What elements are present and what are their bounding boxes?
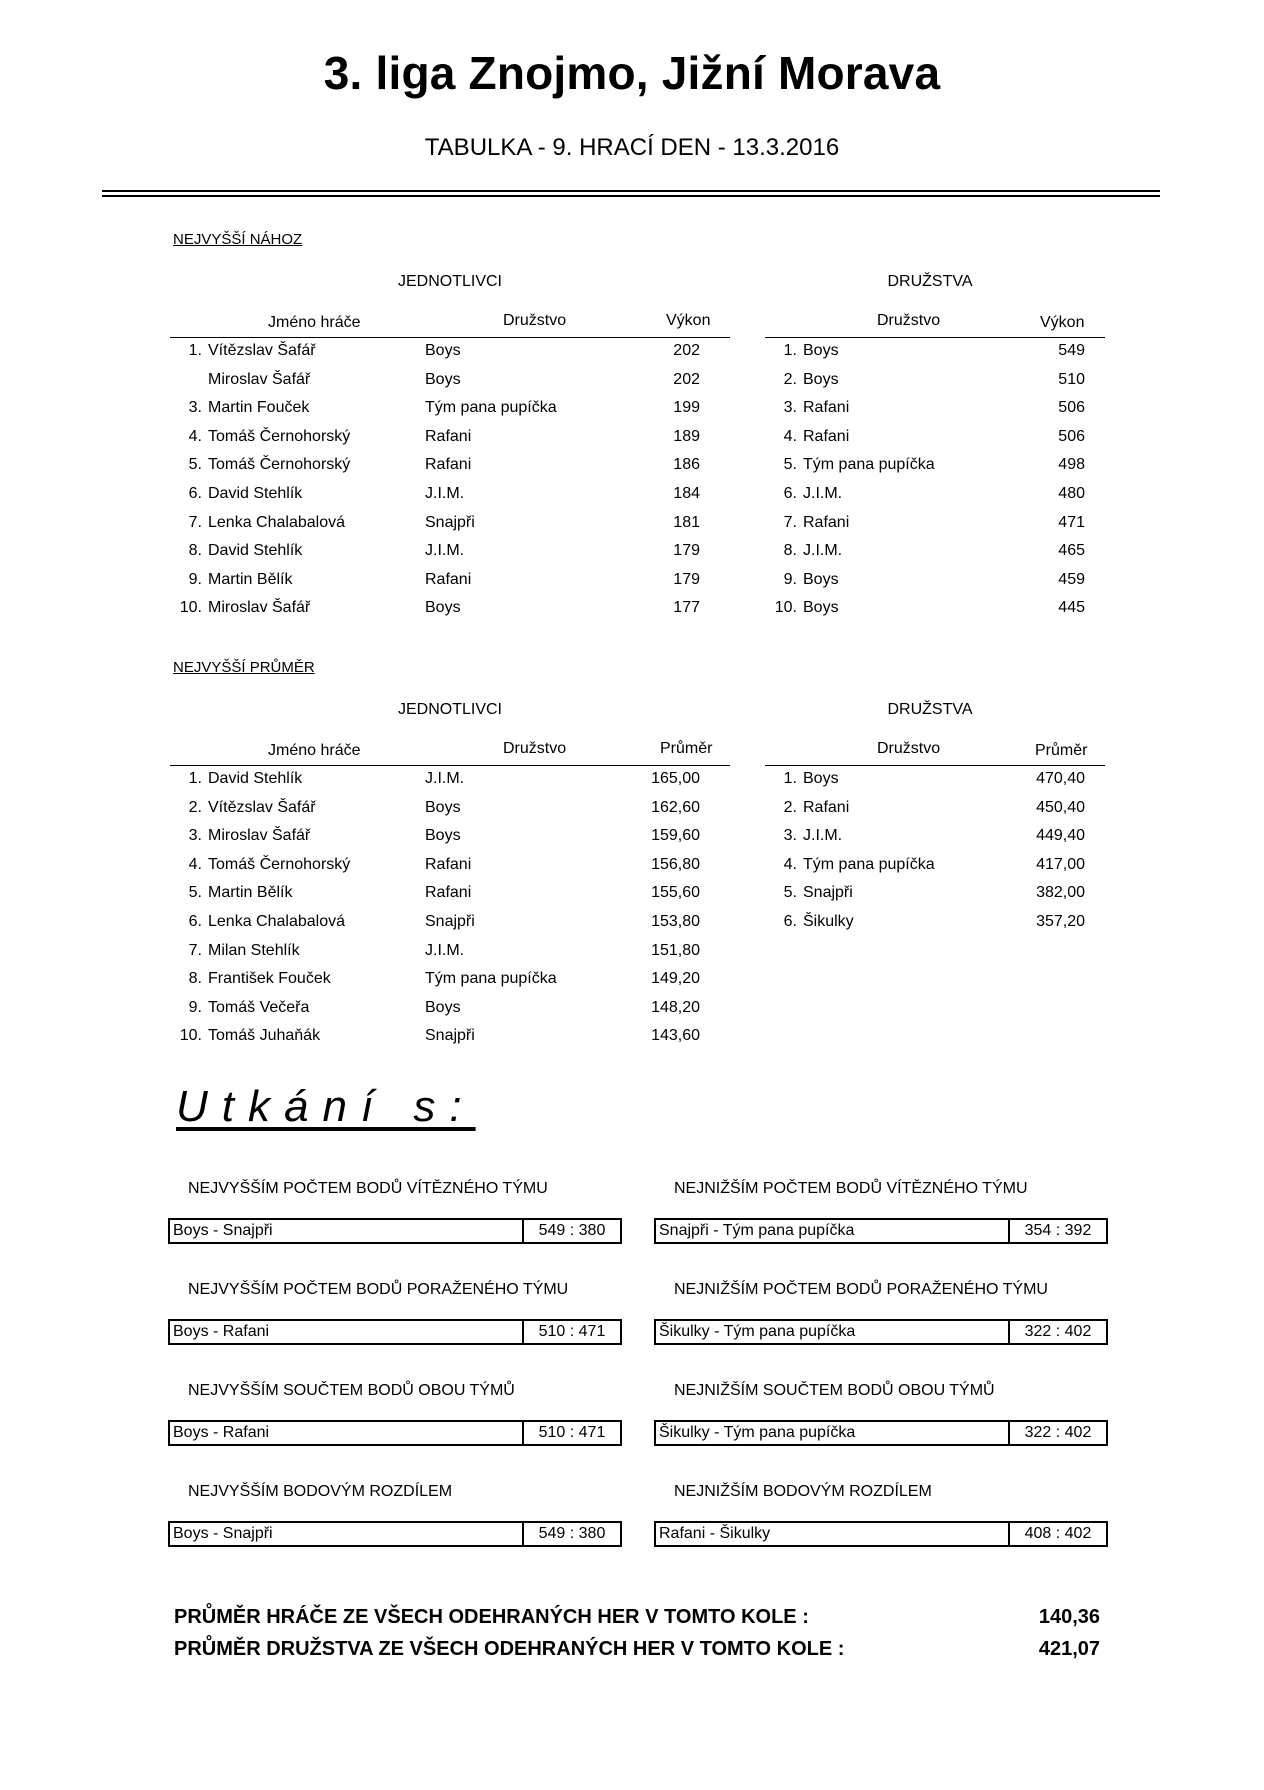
player-name-cell: Lenka Chalabalová	[208, 513, 345, 531]
value-cell: 202	[673, 342, 700, 359]
player-name-cell: Miroslav Šafář	[208, 599, 311, 617]
rank-cell: 9.	[188, 570, 202, 588]
value-cell: 143,60	[651, 1027, 700, 1045]
value-cell: 189	[673, 427, 700, 445]
col-header-team: Družstvo	[877, 312, 941, 329]
team-cell: J.I.M.	[803, 827, 843, 845]
value-cell: 470,40	[1036, 770, 1085, 787]
header-divider	[102, 190, 1160, 192]
team-cell: Šikulky	[803, 913, 854, 930]
col-header-name: Jméno hráče	[268, 314, 361, 331]
rank-cell: 5.	[783, 884, 797, 902]
player-name-cell: David Stehlík	[208, 485, 303, 502]
record-score: 322 : 402	[1008, 1319, 1108, 1345]
rank-cell: 3.	[188, 827, 202, 845]
team-cell: Rafani	[803, 513, 850, 531]
rank-cell: 1.	[783, 770, 797, 787]
header-divider	[102, 195, 1160, 197]
table-row	[765, 337, 1105, 365]
individuals-label: JEDNOTLIVCI	[397, 701, 502, 718]
col-header-team: Družstvo	[503, 740, 567, 757]
team-cell: Boys	[803, 770, 839, 787]
team-cell: Rafani	[803, 427, 850, 445]
record-teams: Boys - Snajpři	[173, 1222, 273, 1239]
matches-heading: Utkání s:	[176, 1082, 476, 1131]
team-cell: Boys	[803, 570, 839, 588]
table-row	[170, 509, 730, 537]
team-cell: J.I.M.	[425, 941, 465, 959]
value-cell: 382,00	[1036, 884, 1085, 902]
table-row	[765, 566, 1105, 594]
value-cell: 181	[673, 513, 700, 531]
player-name-cell: Tomáš Večeřa	[208, 998, 310, 1016]
rank-cell: 4.	[783, 855, 797, 873]
teams-label: DRUŽSTVA	[887, 701, 973, 718]
teams-table-prumer	[765, 765, 1105, 945]
team-cell: Boys	[425, 827, 461, 845]
table-row	[765, 794, 1105, 822]
team-cell: Boys	[425, 798, 461, 816]
value-cell: 179	[673, 542, 700, 560]
team-cell: Rafani	[425, 456, 472, 474]
player-name-cell: Martin Fouček	[208, 399, 310, 417]
table-row	[170, 851, 730, 879]
rank-cell: 2.	[783, 798, 797, 816]
table-row	[170, 394, 730, 422]
table-row	[765, 765, 1105, 793]
value-cell: 471	[1058, 513, 1085, 531]
value-cell: 510	[1058, 370, 1085, 388]
team-cell: Rafani	[425, 884, 472, 902]
team-cell: Rafani	[803, 798, 850, 816]
teams-table-nahoz	[765, 337, 1105, 627]
player-name-cell: David Stehlík	[208, 770, 303, 787]
record-label: NEJVYŠŠÍM POČTEM BODŮ VÍTĚZNÉHO TÝMU	[188, 1180, 548, 1197]
record-score: 510 : 471	[522, 1319, 622, 1345]
record-teams: Šikulky - Tým pana pupíčka	[659, 1323, 856, 1340]
rank-cell: 5.	[783, 456, 797, 474]
table-row	[765, 537, 1105, 565]
record-score: 510 : 471	[522, 1420, 622, 1446]
table-row	[170, 994, 730, 1022]
table-row	[170, 822, 730, 850]
value-cell: 417,00	[1036, 855, 1085, 873]
value-cell: 151,80	[651, 941, 700, 959]
record-box	[654, 1420, 1108, 1446]
team-cell: Tým pana pupíčka	[425, 970, 557, 988]
team-cell: Boys	[803, 599, 839, 617]
team-average-label: PRŮMĚR DRUŽSTVA ZE VŠECH ODEHRANÝCH HER V TOMTO KOLE :	[174, 1638, 845, 1660]
table-row	[765, 480, 1105, 508]
record-label: NEJVYŠŠÍM POČTEM BODŮ PORAŽENÉHO TÝMU	[188, 1281, 569, 1298]
value-cell: 177	[673, 599, 700, 617]
team-cell: Tým pana pupíčka	[803, 855, 935, 873]
player-name-cell: Vítězslav Šafář	[208, 342, 316, 359]
team-cell: Boys	[803, 370, 839, 388]
table-row	[170, 908, 730, 936]
team-cell: Snajpři	[425, 913, 475, 930]
value-cell: 165,00	[651, 770, 700, 787]
rank-cell: 6.	[188, 913, 202, 930]
value-cell: 480	[1058, 485, 1085, 502]
rank-cell: 3.	[783, 399, 797, 417]
individuals-table-prumer	[170, 765, 730, 1055]
value-cell: 549	[1058, 342, 1085, 359]
table-row	[765, 594, 1105, 622]
rank-cell: 3.	[188, 399, 202, 417]
player-name-cell: František Fouček	[208, 970, 331, 988]
team-average-value: 421,07	[1038, 1638, 1100, 1660]
rank-cell: 6.	[188, 485, 202, 502]
player-name-cell: Tomáš Černohorský	[208, 427, 351, 445]
team-cell: Tým pana pupíčka	[425, 399, 557, 417]
rank-cell: 7.	[783, 513, 797, 531]
rank-cell: 10.	[179, 599, 202, 617]
page-subtitle: TABULKA - 9. HRACÍ DEN - 13.3.2016	[424, 134, 840, 161]
table-row	[170, 1022, 730, 1050]
player-name-cell: Tomáš Černohorský	[208, 855, 351, 873]
table-row	[765, 908, 1105, 936]
record-score: 408 : 402	[1008, 1521, 1108, 1547]
value-cell: 153,80	[651, 913, 700, 930]
record-label: NEJNIŽŠÍM BODOVÝM ROZDÍLEM	[674, 1483, 932, 1500]
record-label: NEJNIŽŠÍM POČTEM BODŮ VÍTĚZNÉHO TÝMU	[674, 1180, 1028, 1197]
record-teams: Šikulky - Tým pana pupíčka	[659, 1424, 856, 1441]
value-cell: 465	[1058, 542, 1085, 560]
record-label: NEJVYŠŠÍM BODOVÝM ROZDÍLEM	[188, 1483, 453, 1500]
col-header-value: Průměr	[660, 740, 713, 757]
record-box	[168, 1420, 622, 1446]
team-cell: Snajpři	[425, 513, 475, 531]
value-cell: 162,60	[651, 798, 700, 816]
value-cell: 179	[673, 570, 700, 588]
team-cell: Boys	[425, 599, 461, 617]
team-cell: Rafani	[425, 570, 472, 588]
rank-cell: 9.	[783, 570, 797, 588]
value-cell: 155,60	[651, 884, 700, 902]
player-name-cell: Miroslav Šafář	[208, 827, 311, 845]
value-cell: 186	[673, 456, 700, 474]
record-teams: Snajpři - Tým pana pupíčka	[659, 1222, 855, 1239]
value-cell: 357,20	[1036, 913, 1085, 930]
team-cell: Snajpři	[803, 884, 853, 902]
record-teams: Boys - Rafani	[173, 1323, 270, 1340]
team-cell: Boys	[425, 342, 461, 359]
player-name-cell: David Stehlík	[208, 542, 303, 560]
player-average-value: 140,36	[1038, 1606, 1100, 1628]
record-box	[168, 1319, 622, 1345]
player-average-label: PRŮMĚR HRÁČE ZE VŠECH ODEHRANÝCH HER V TOMTO KOLE :	[174, 1606, 809, 1628]
player-name-cell: Lenka Chalabalová	[208, 913, 345, 930]
record-score: 549 : 380	[522, 1521, 622, 1547]
section-title-prumer: NEJVYŠŠÍ PRŮMĚR	[173, 659, 315, 676]
table-row	[170, 480, 730, 508]
table-row	[170, 594, 730, 622]
team-cell: J.I.M.	[425, 770, 465, 787]
rank-cell: 2.	[188, 798, 202, 816]
value-cell: 449,40	[1036, 827, 1085, 845]
player-name-cell: Martin Bělík	[208, 884, 293, 902]
value-cell: 450,40	[1036, 798, 1085, 816]
record-score: 354 : 392	[1008, 1218, 1108, 1244]
table-row	[170, 337, 730, 365]
table-row	[765, 879, 1105, 907]
teams-label: DRUŽSTVA	[887, 273, 973, 290]
table-row	[170, 566, 730, 594]
rank-cell: 6.	[783, 913, 797, 930]
record-box	[168, 1218, 622, 1244]
player-name-cell: Milan Stehlík	[208, 941, 300, 959]
table-row	[170, 366, 730, 394]
record-label: NEJVYŠŠÍM SOUČTEM BODŮ OBOU TÝMŮ	[188, 1382, 515, 1399]
record-teams: Boys - Rafani	[173, 1424, 270, 1441]
record-box	[654, 1218, 1108, 1244]
table-row	[765, 366, 1105, 394]
record-teams: Rafani - Šikulky	[659, 1525, 771, 1542]
table-row	[765, 394, 1105, 422]
table-row	[170, 879, 730, 907]
rank-cell: 10.	[179, 1027, 202, 1045]
record-score: 549 : 380	[522, 1218, 622, 1244]
rank-cell: 8.	[188, 970, 202, 988]
record-label: NEJNIŽŠÍM SOUČTEM BODŮ OBOU TÝMŮ	[674, 1382, 995, 1399]
team-cell: J.I.M.	[425, 542, 465, 560]
page-title: 3. liga Znojmo, Jižní Morava	[323, 47, 941, 99]
rank-cell: 4.	[783, 427, 797, 445]
table-row	[765, 451, 1105, 479]
value-cell: 506	[1058, 399, 1085, 417]
col-header-value: Průměr	[1035, 742, 1088, 759]
table-row	[170, 937, 730, 965]
value-cell: 202	[673, 370, 700, 388]
team-cell: Tým pana pupíčka	[803, 456, 935, 474]
record-label: NEJNIŽŠÍM POČTEM BODŮ PORAŽENÉHO TÝMU	[674, 1281, 1048, 1298]
team-cell: Rafani	[425, 427, 472, 445]
col-header-team: Družstvo	[877, 740, 941, 757]
record-box	[654, 1521, 1108, 1547]
col-header-value: Výkon	[1040, 314, 1085, 331]
value-cell: 459	[1058, 570, 1085, 588]
rank-cell: 10.	[774, 599, 797, 617]
table-row	[170, 794, 730, 822]
rank-cell: 4.	[188, 855, 202, 873]
rank-cell: 5.	[188, 456, 202, 474]
col-header-name: Jméno hráče	[268, 742, 361, 759]
table-row	[170, 451, 730, 479]
table-row	[170, 537, 730, 565]
team-cell: Snajpři	[425, 1027, 475, 1045]
value-cell: 498	[1058, 456, 1085, 474]
table-row	[170, 423, 730, 451]
value-cell: 148,20	[651, 998, 700, 1016]
team-cell: Boys	[425, 370, 461, 388]
value-cell: 156,80	[651, 855, 700, 873]
value-cell: 159,60	[651, 827, 700, 845]
rank-cell: 8.	[188, 542, 202, 560]
value-cell: 199	[673, 399, 700, 417]
record-score: 322 : 402	[1008, 1420, 1108, 1446]
team-cell: J.I.M.	[803, 485, 843, 502]
section-title-nahoz: NEJVYŠŠÍ NÁHOZ	[173, 231, 303, 248]
rank-cell: 5.	[188, 884, 202, 902]
player-name-cell: Tomáš Juhaňák	[208, 1027, 321, 1045]
team-cell: J.I.M.	[425, 485, 465, 502]
player-name-cell: Vítězslav Šafář	[208, 798, 316, 816]
rank-cell: 8.	[783, 542, 797, 560]
table-row	[765, 851, 1105, 879]
table-row	[765, 509, 1105, 537]
rank-cell: 3.	[783, 827, 797, 845]
team-cell: J.I.M.	[803, 542, 843, 560]
player-name-cell: Miroslav Šafář	[208, 370, 311, 388]
rank-cell: 2.	[783, 370, 797, 388]
record-teams: Boys - Snajpři	[173, 1525, 273, 1542]
table-row	[765, 423, 1105, 451]
rank-cell: 1.	[188, 770, 202, 787]
rank-cell: 7.	[188, 941, 202, 959]
rank-cell: 6.	[783, 485, 797, 502]
individuals-table-nahoz	[170, 337, 730, 627]
rank-cell: 4.	[188, 427, 202, 445]
individuals-label: JEDNOTLIVCI	[397, 273, 502, 290]
col-header-team: Družstvo	[503, 312, 567, 329]
value-cell: 445	[1058, 599, 1085, 617]
col-header-value: Výkon	[666, 312, 711, 329]
rank-cell: 1.	[188, 342, 202, 359]
value-cell: 149,20	[651, 970, 700, 988]
team-cell: Rafani	[425, 855, 472, 873]
record-box	[168, 1521, 622, 1547]
team-cell: Boys	[803, 342, 839, 359]
rank-cell: 7.	[188, 513, 202, 531]
value-cell: 506	[1058, 427, 1085, 445]
value-cell: 184	[673, 485, 700, 502]
table-row	[765, 822, 1105, 850]
rank-cell: 9.	[188, 998, 202, 1016]
record-box	[654, 1319, 1108, 1345]
rank-cell: 1.	[783, 342, 797, 359]
player-name-cell: Martin Bělík	[208, 570, 293, 588]
team-cell: Rafani	[803, 399, 850, 417]
player-name-cell: Tomáš Černohorský	[208, 456, 351, 474]
table-row	[170, 965, 730, 993]
team-cell: Boys	[425, 998, 461, 1016]
table-row	[170, 765, 730, 793]
